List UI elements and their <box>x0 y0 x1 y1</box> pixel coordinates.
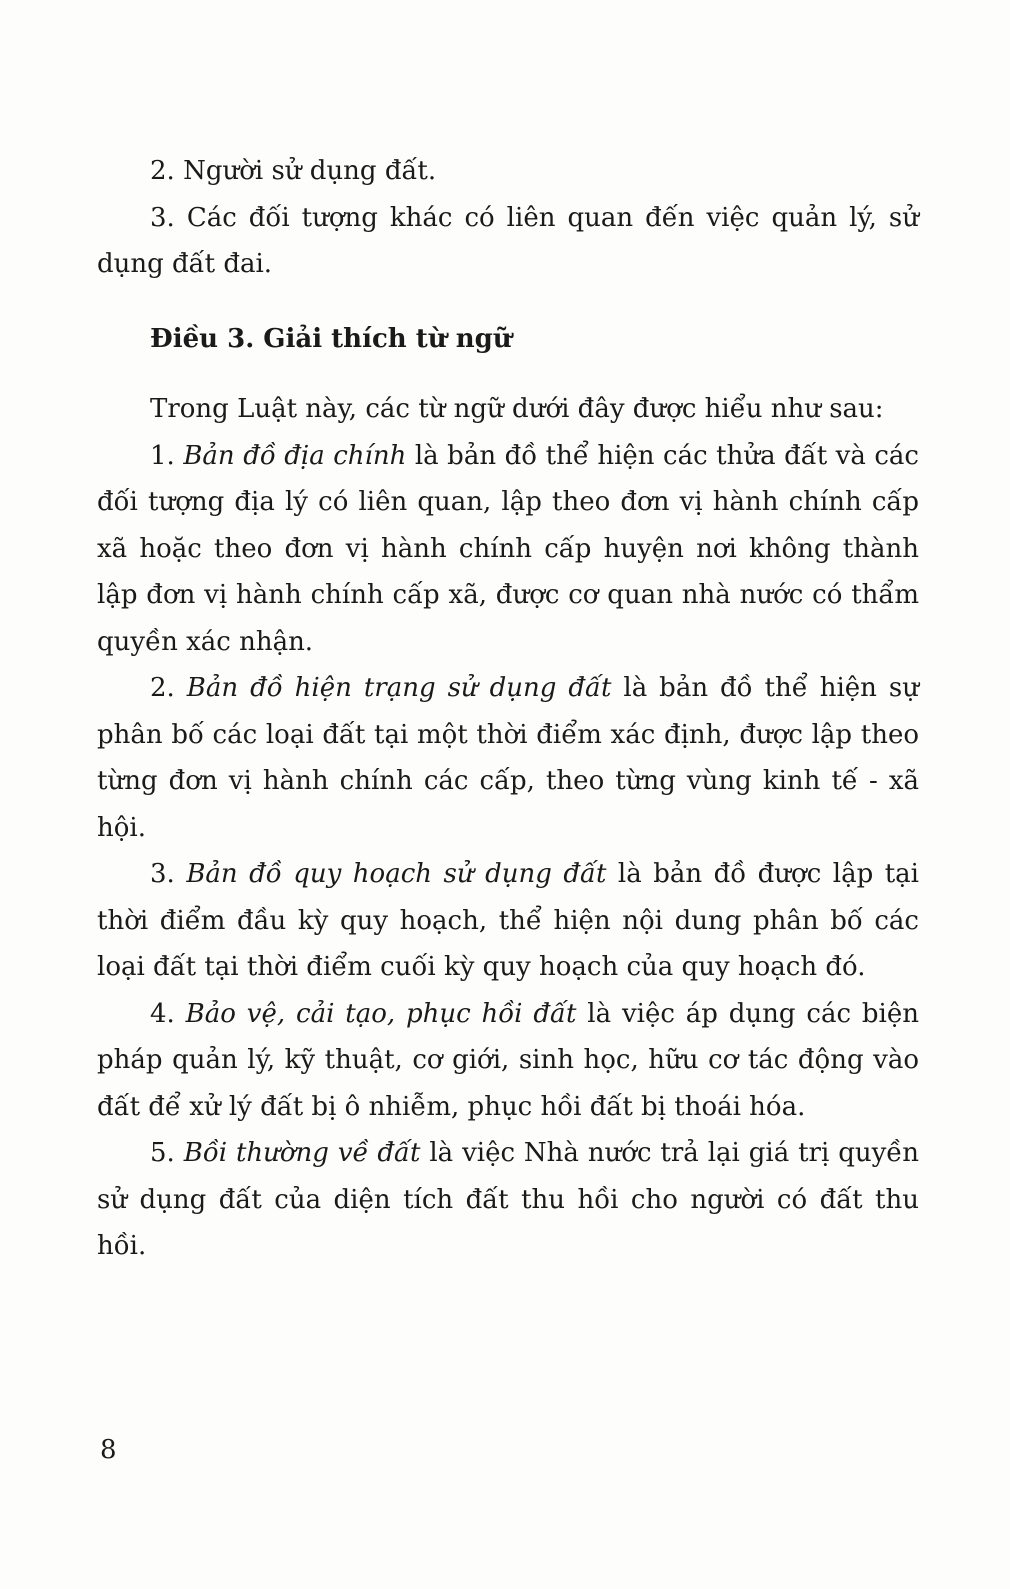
definition-2 <box>97 665 919 851</box>
definition-term: Bản đồ hiện trạng sử dụng đất <box>186 673 612 703</box>
definition-number: 5. <box>150 1138 184 1168</box>
intro-item-2: 2. Người sử dụng đất. <box>150 156 437 186</box>
intro-item-3: 3. Các đối tượng khác có liên quan đến việc quản lý, sử dụng đất đai. <box>97 202 919 279</box>
definition-number: 1. <box>150 440 184 471</box>
definition-text: là việc áp dụng các biện pháp quản lý, kỹ thuật, cơ giới, sinh học, hữu cơ tác động vào đất để xử lý đất bị ô nhiễm, phục hồi đất bị thoái hóa. <box>97 998 919 1122</box>
article-heading: Điều 3. Giải thích từ ngữ <box>150 323 512 354</box>
page-number: 8 <box>100 1435 117 1465</box>
definition-5 <box>97 1130 919 1270</box>
definition-term: Bản đồ quy hoạch sử dụng đất <box>186 859 607 889</box>
definition-number: 2. <box>150 673 187 703</box>
definition-3 <box>97 851 919 991</box>
page-body <box>97 148 919 1270</box>
definition-term: Bản đồ địa chính <box>183 440 407 471</box>
definition-1 <box>97 433 919 666</box>
definition-text: là bản đồ thể hiện sự phân bố các loại đất tại một thời điểm xác định, được lập theo từng đơn vị hành chính các cấp, theo từng vùng kinh tế - xã hội. <box>97 673 919 843</box>
definition-text: là bản đồ thể hiện các thửa đất và các đối tượng địa lý có liên quan, lập theo đơn vị hành chính cấp xã hoặc theo đơn vị hành chính cấp huyện nơi không thành lập đơn vị hành chính cấp xã, được cơ quan nhà nước có thẩm quyền xác nhận. <box>97 440 919 657</box>
definition-term: Bảo vệ, cải tạo, phục hồi đất <box>185 998 577 1029</box>
definition-number: 4. <box>150 998 186 1029</box>
definition-text: là bản đồ được lập tại thời điểm đầu kỳ quy hoạch, thể hiện nội dung phân bố các loại đất tại thời điểm cuối kỳ quy hoạch của quy hoạch đó. <box>97 859 919 982</box>
definition-number: 3. <box>150 859 187 889</box>
definition-text: là việc Nhà nước trả lại giá trị quyền sử dụng đất của diện tích đất thu hồi cho người có đất thu hồi. <box>97 1138 920 1261</box>
definition-4 <box>97 991 919 1131</box>
article-intro: Trong Luật này, các từ ngữ dưới đây được hiểu như sau: <box>150 394 884 424</box>
definition-term: Bồi thường về đất <box>183 1138 421 1168</box>
